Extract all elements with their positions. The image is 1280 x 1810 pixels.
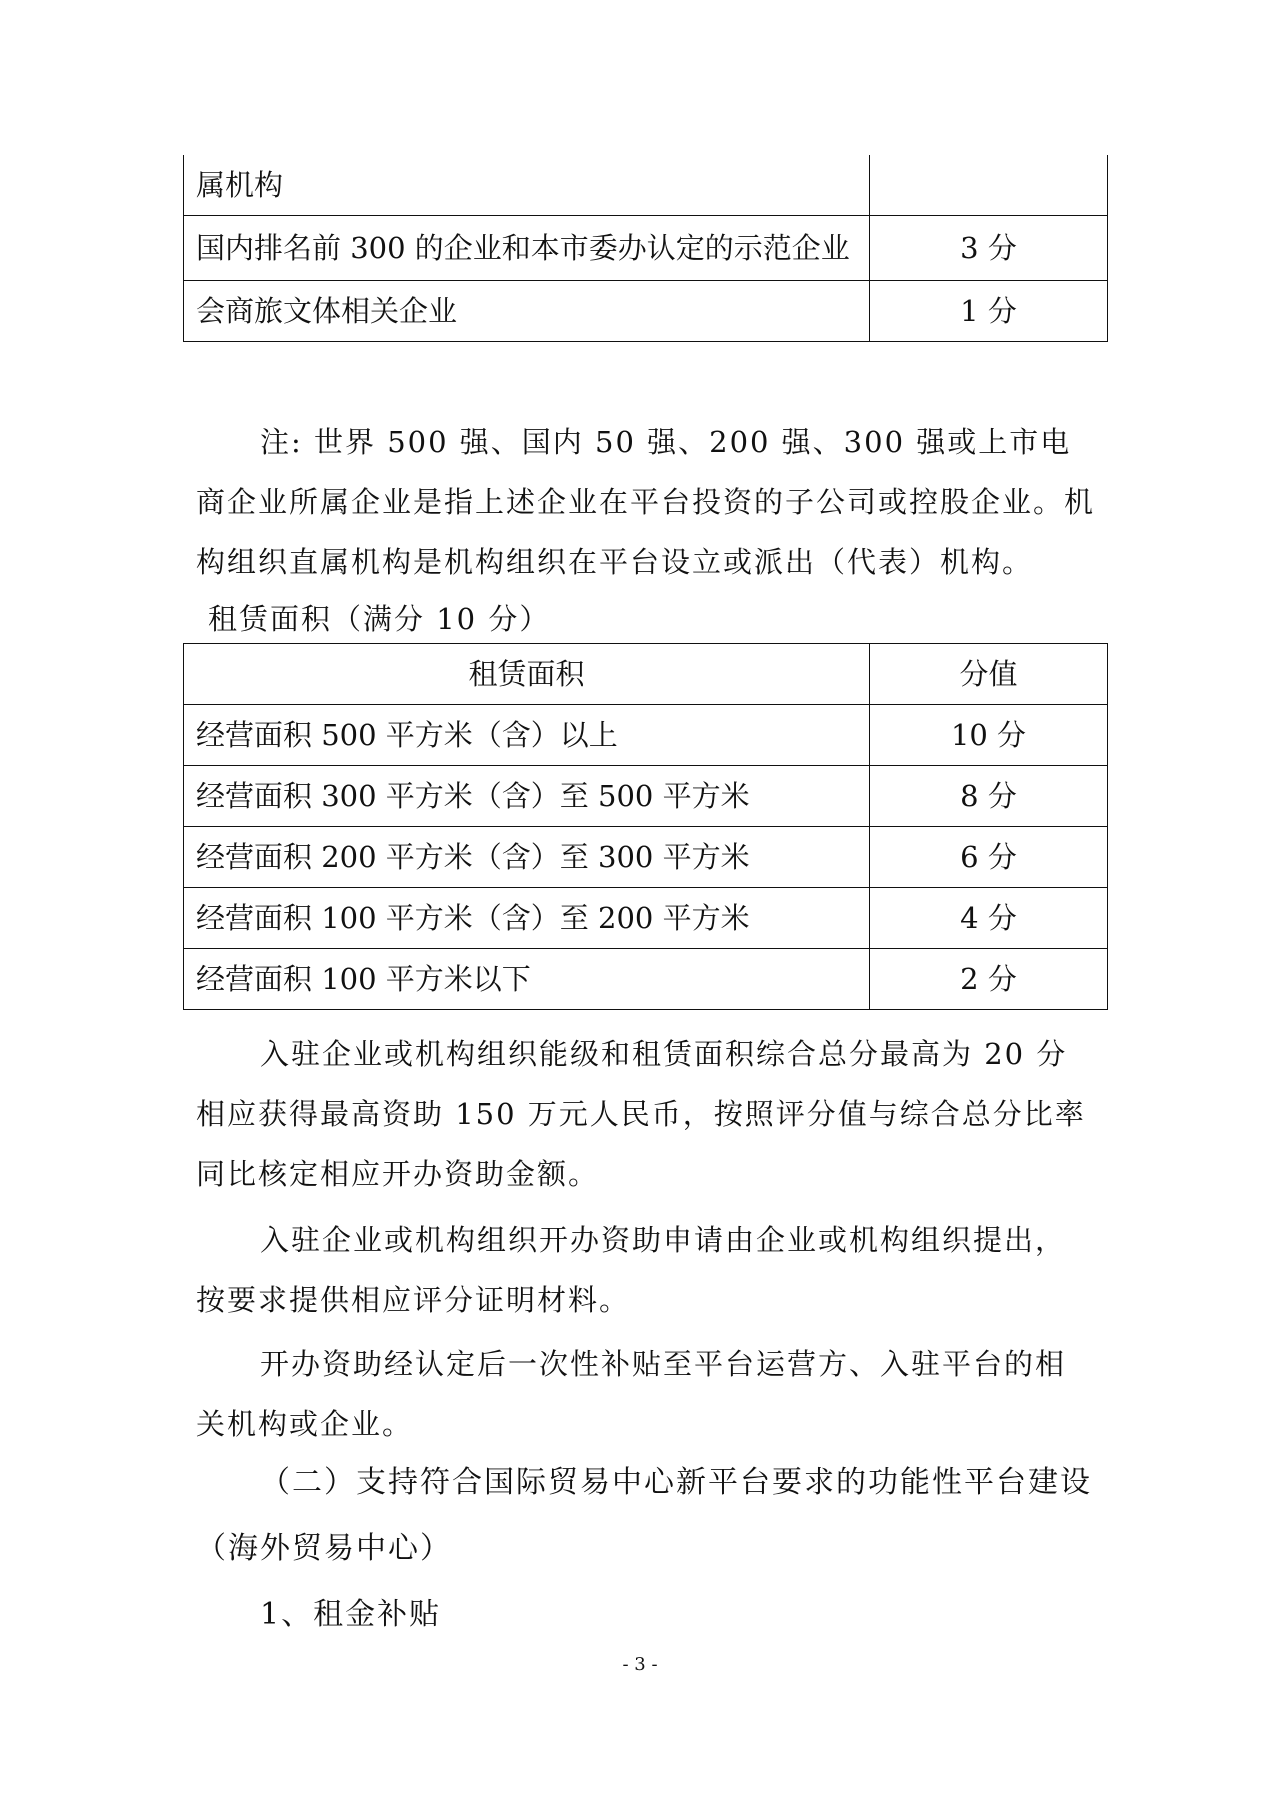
body-paragraph: 入驻企业或机构组织开办资助申请由企业或机构组织提出，按要求提供相应评分证明材料。: [196, 1223, 1067, 1317]
area-table-caption: 租赁面积（满分 10 分）: [208, 602, 551, 636]
table-cell-value: 4 分: [870, 888, 1108, 949]
area-score-table: [183, 643, 1108, 1010]
table-cell-label: 属机构: [184, 155, 870, 216]
table-cell-value: 6 分: [870, 827, 1108, 888]
table-cell-label: 经营面积 300 平方米（含）至 500 平方米: [184, 766, 870, 827]
note-paragraph: 注: 世界 500 强、国内 50 强、200 强、300 强或上市电商企业所属企业是指上述企业在平台投资的子公司或控股企业。机构组织直属机构是机构组织在平台设立或派出（代表）机构。: [196, 425, 1096, 579]
body-paragraph: 开办资助经认定后一次性补贴至平台运营方、入驻平台的相关机构或企业。: [196, 1347, 1067, 1441]
table-cell-label: 会商旅文体相关企业: [184, 281, 870, 342]
table-row: [184, 949, 1108, 1010]
table-cell-value: 3 分: [870, 216, 1108, 281]
score-table-continued: [183, 155, 1108, 342]
table-cell-label: 经营面积 100 平方米（含）至 200 平方米: [184, 888, 870, 949]
table-header-area: 租赁面积: [184, 644, 870, 705]
table-row: [184, 216, 1108, 281]
table-row: [184, 281, 1108, 342]
section-heading: （二）支持符合国际贸易中心新平台要求的功能性平台建设（海外贸易中心）: [196, 1465, 1092, 1566]
table-cell-label: 经营面积 200 平方米（含）至 300 平方米: [184, 827, 870, 888]
table-cell-label: 经营面积 500 平方米（含）以上: [184, 705, 870, 766]
table-cell-value: 8 分: [870, 766, 1108, 827]
table-row: [184, 155, 1108, 216]
table-header-score: 分值: [870, 644, 1108, 705]
table-header-row: [184, 644, 1108, 705]
table-row: [184, 705, 1108, 766]
table-row: [184, 766, 1108, 827]
table-cell-value: [870, 155, 1108, 216]
table-cell-value: 1 分: [870, 281, 1108, 342]
table-cell-value: 2 分: [870, 949, 1108, 1010]
table-row: [184, 888, 1108, 949]
table-cell-label: 经营面积 100 平方米以下: [184, 949, 870, 1010]
subsection-heading: 1、租金补贴: [260, 1597, 442, 1632]
table-cell-value: 10 分: [870, 705, 1108, 766]
table-cell-label: 国内排名前 300 的企业和本市委办认定的示范企业: [184, 216, 870, 281]
page-number: - 3 -: [622, 1654, 658, 1675]
table-row: [184, 827, 1108, 888]
body-paragraph: 入驻企业或机构组织能级和租赁面积综合总分最高为 20 分相应获得最高资助 150 万元人民币，按照评分值与综合总分比率同比核定相应开办资助金额。: [196, 1037, 1086, 1191]
